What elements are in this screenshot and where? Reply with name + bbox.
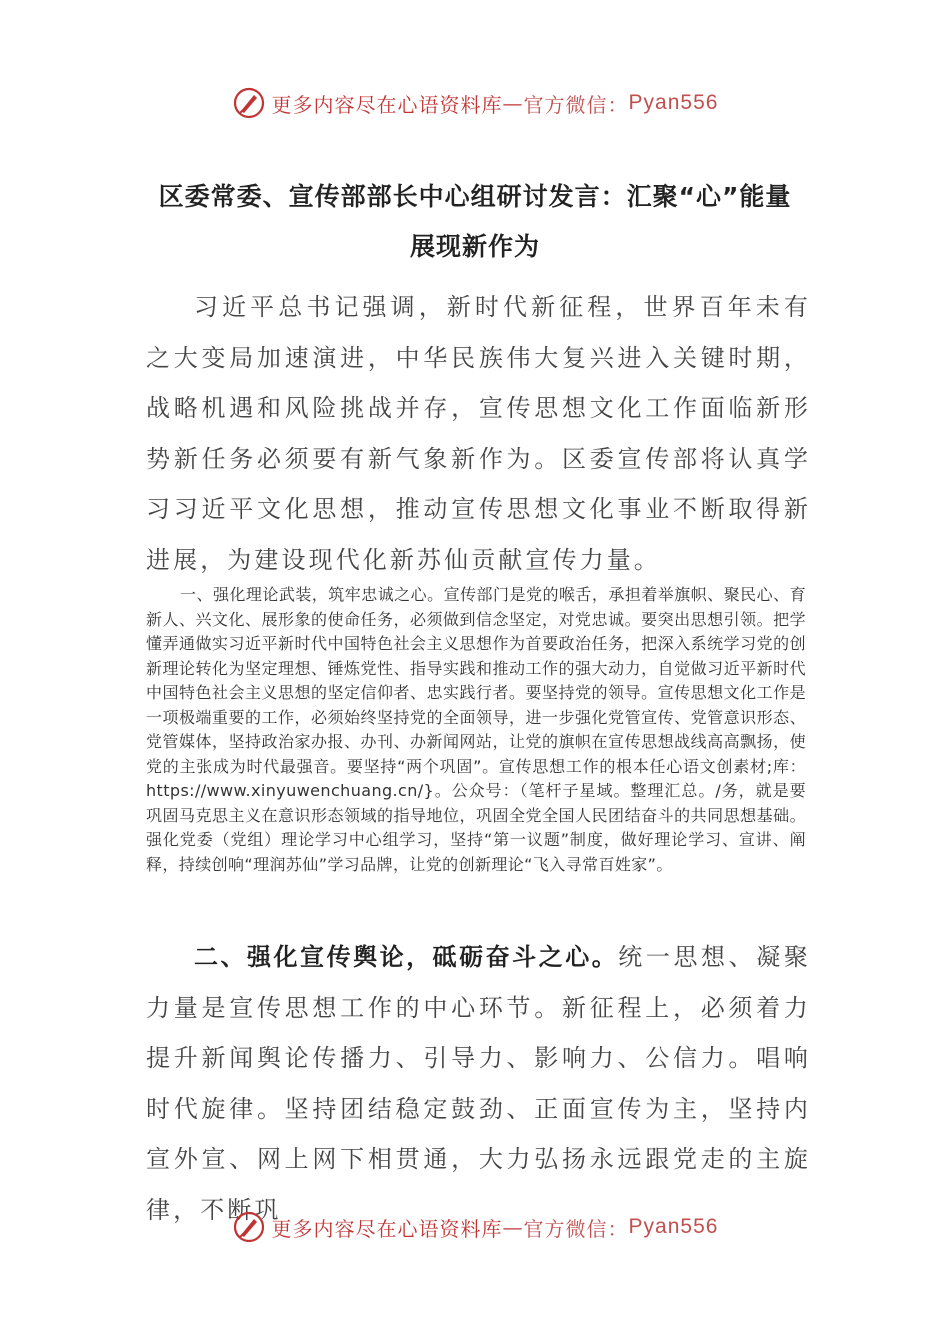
watermark-wechat-id: Pyan556 [628,1215,719,1238]
watermark-main-text: 更多内容尽在心语资料库 [271,92,503,117]
watermark-sub-text: 官方微信： [523,1216,629,1241]
quill-logo-icon [232,1210,266,1244]
watermark-dash: — [502,1215,524,1239]
watermark-wechat-id: Pyan556 [628,91,719,114]
header-watermark [0,86,950,120]
intro-paragraph: 习近平总书记强调，新时代新征程，世界百年未有之大变局加速演进，中华民族伟大复兴进入关键时期，战略机遇和风险挑战并存，宣传思想文化工作面临新形势新任务必须要有新气象新作为。区委宣传部将认真学习习近平文化思想，推动宣传思想文化事业不断取得新进展，为建设现代化新苏仙贡献宣传力量。 [146,293,811,574]
watermark-sub-text: 官方微信： [523,92,629,117]
section-2-body: 统一思想、凝聚力量是宣传思想工作的中心环节。新征程上，必须着力提升新闻舆论传播力、引导力、影响力、公信力。唱响时代旋律。坚持团结稳定鼓劲、正面宣传为主，坚持内宣外宣、网上网下相贯通，大力弘扬永远跟党走的主旋律，不断巩 [146,943,811,1224]
document-title [130,172,820,272]
footer-watermark [0,1210,950,1244]
title-line-2: 展现新作为 [409,232,540,261]
section-1-paragraph: 一、强化理论武装，筑牢忠诚之心。宣传部门是党的喉舌，承担着举旗帜、聚民心、育新人、兴文化、展形象的使命任务，必须做到信念坚定，对党忠诚。要突出思想引领。把学懂弄通做实习近平新时代中国特色社会主义思想作为首要政治任务，把深入系统学习党的创新理论转化为坚定理想、锤炼党性、指导实践和推动工作的强大动力，自觉做习近平新时代中国特色社会主义思想的坚定信仰者、忠实践行者。要坚持党的领导。宣传思想文化工作是一项极端重要的工作，必须始终坚持党的全面领导，进一步强化党管宣传、党管意识形态、党管媒体，坚持政治家办报、办刊、办新闻网站，让党的旗帜在宣传思想战线高高飘扬，使党的主张成为时代最强音。要坚持“两个巩固”。宣传思想工作的根本任心语文创素材;库：https://www.xinyuwenchuang.cn/}。公众号：（笔杆子星域。整理汇总。/务，就是要巩固马克思主义在意识形态领域的指导地位，巩固全党全国人民团结奋斗的共同思想基础。强化党委（党组）理论学习中心组学习，坚持“第一议题”制度，做好理论学习、宣讲、阐释，持续创响“理润苏仙”学习品牌，让党的创新理论“飞入寻常百姓家”。 [146,585,806,874]
watermark-dash: — [502,91,524,115]
title-line-1: 区委常委、宣传部部长中心组研讨发言：汇聚“心”能量 [158,182,792,211]
quill-logo-icon [232,86,266,120]
section-2-paragraph [146,932,811,1235]
watermark-main-text: 更多内容尽在心语资料库 [271,1216,503,1241]
section-2-heading: 二、强化宣传舆论，砥砺奋斗之心。 [194,943,619,971]
